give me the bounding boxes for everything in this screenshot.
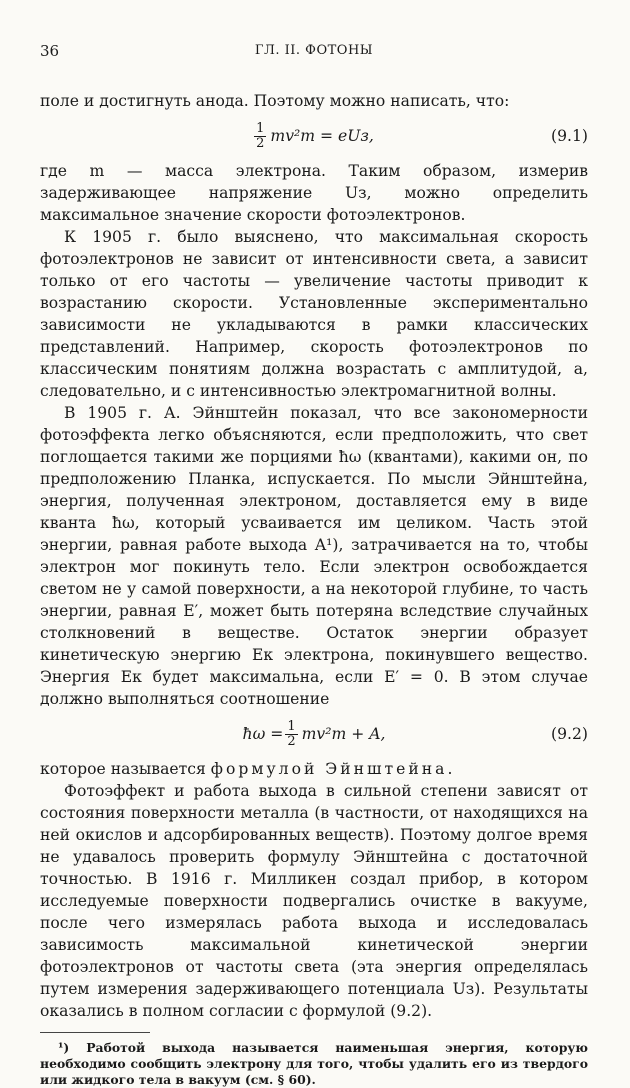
formula-9-2: [243, 720, 386, 749]
page-header: [40, 42, 588, 64]
equation-9-2: [40, 710, 588, 758]
einstein-formula-term: формулой Эйнштейна.: [210, 760, 456, 778]
paragraph-2: К 1905 г. было выяснено, что максимальная скорость фотоэлектронов не зависит от интенсивности света, а зависит только от его частоты — увеличение частоты приводит к возрастанию скорости. Установленные экспериментально зависимости не укладываются в рамки классических представлений. Например, скорость фотоэлектронов по классическим понятиям должна возрастать с амплитудой, а, следовательно, и с интенсивностью электромагнитной волны.: [40, 228, 588, 400]
formula-9-2-rest: mv²m + A,: [301, 725, 386, 743]
paragraph-0: поле и достигнуть анода. Поэтому можно написать, что:: [40, 92, 510, 110]
footnote: [40, 1040, 588, 1088]
footnote-rule: [40, 1032, 150, 1034]
book-page: [40, 42, 588, 1088]
equation-number: (9.1): [551, 127, 588, 145]
paragraph-3: В 1905 г. А. Эйнштейн показал, что все закономерности фотоэффекта легко объясняются, если предположить, что свет поглощается такими же порциями ħω (квантами), какими он, по предположению Планка, испускается. По мысли Эйнштейна, энергия, полученная электроном, доставляется ему в виде кванта ħω, который усваивается им целиком. Часть этой энергии, равная работе выхода A¹), затрачивается на то, чтобы электрон мог покинуть тело. Если электрон освобождается светом не у самой поверхности, а на некоторой глубине, то часть энергии, равная E′, может быть потеряна вследствие случайных столкновений в веществе. Остаток энергии образует кинетическую энергию Eк электрона, покинувшего вещество. Энергия Eк будет максимальна, если E′ = 0. В этом случае должно выполняться соотношение: [40, 404, 588, 708]
fraction: $\frac{1}{2}$: [256, 120, 265, 151]
footnote-text: ¹) Работой выхода называется наименьшая энергия, которую необходимо сообщить электрону для того, чтобы удалить его из твердого или жидкого тела в вакуум (см. § 60).: [40, 1040, 588, 1087]
formula-9-1-rest: mv²m = eUз,: [270, 127, 374, 145]
fraction: $\frac{1}{2}$: [287, 718, 296, 749]
paragraph-1: где m — масса электрона. Таким образом, измерив задерживающее напряжение Uз, можно определить максимальное значение скорости фотоэлектронов.: [40, 162, 588, 224]
equation-9-1: [40, 112, 588, 160]
running-head: ГЛ. II. ФОТОНЫ: [254, 43, 374, 58]
formula-9-1: [254, 122, 374, 151]
equation-number: (9.2): [551, 725, 588, 743]
paragraph-5: Фотоэффект и работа выхода в сильной степени зависят от состояния поверхности металла (в частности, от находящихся на ней окислов и адсорбированных веществ). Поэтому долгое время не удавалось проверить формулу Эйнштейна с достаточной точностью. В 1916 г. Милликен создал прибор, в котором исследуемые поверхности подвергались очистке в вакууме, после чего измерялась работа выхода и исследовалась зависимость максимальной кинетической энергии фотоэлектронов от частоты света (эта энергия определялась путем измерения задерживающего потенциала Uз). Результаты оказались в полном согласии с формулой (9.2).: [40, 782, 588, 1020]
page-number: 36: [40, 42, 60, 60]
paragraph-4: которое называется формулой Эйнштейна.: [40, 760, 456, 778]
formula-9-2-lhs: ħω =: [242, 725, 284, 743]
page-body: [40, 90, 588, 1088]
